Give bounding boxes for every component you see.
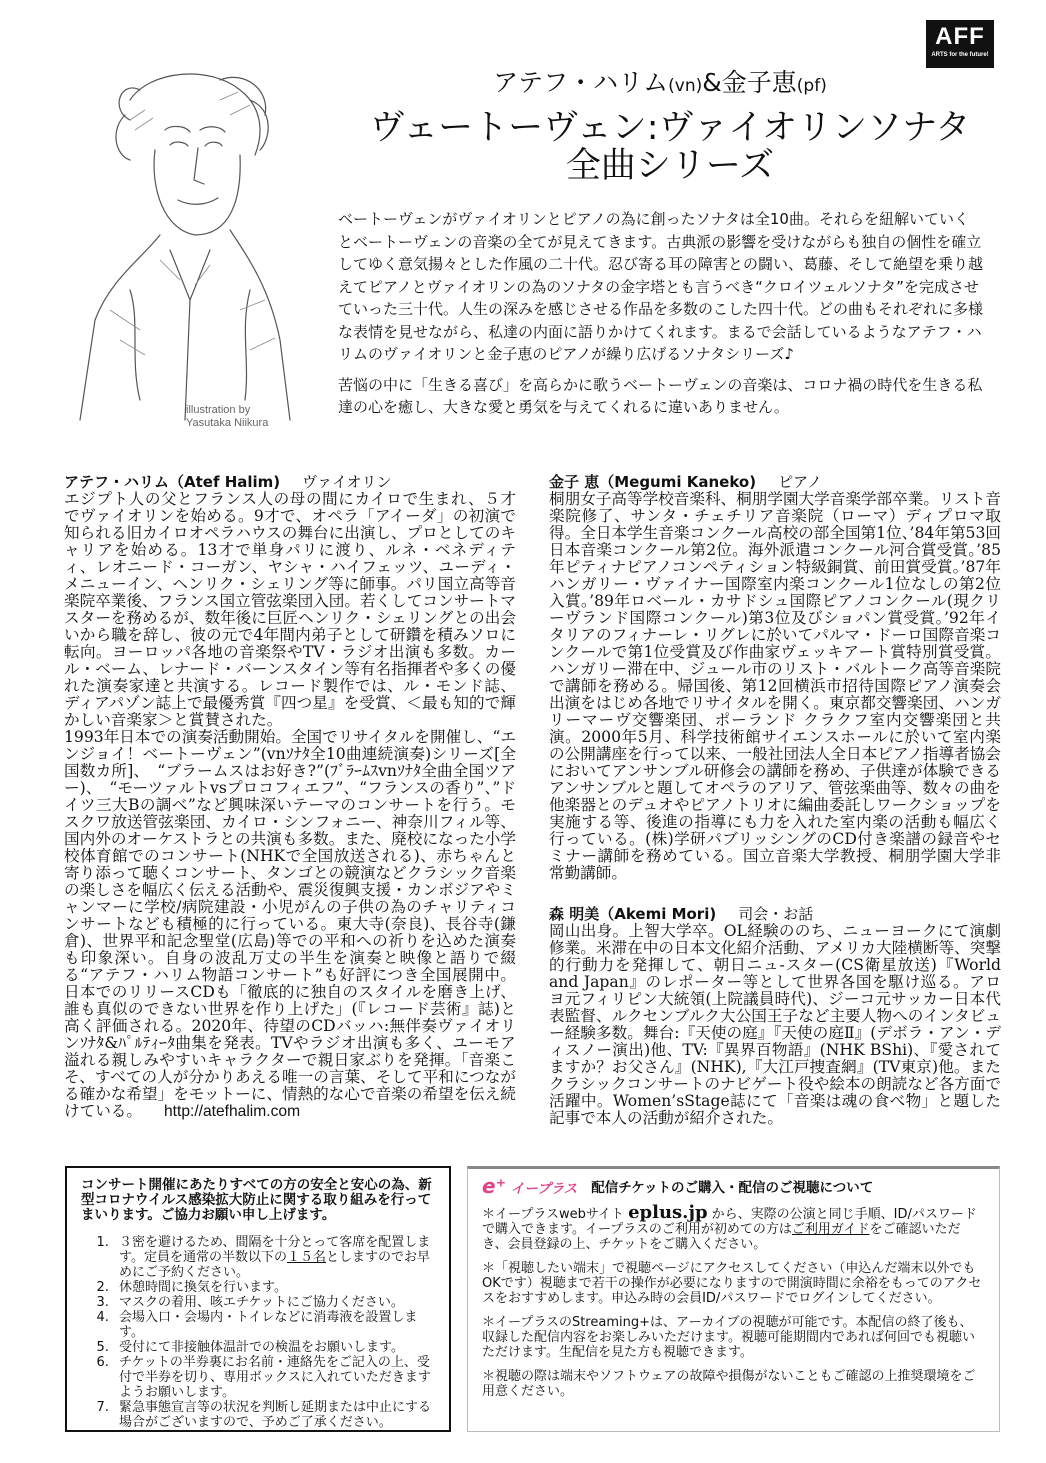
eplus-heading: 配信チケットのご購入・配信のご視聴について <box>591 1179 874 1196</box>
illustration-credit <box>186 404 268 430</box>
notice-item: 3. マスクの着用、咳エチケットにご協力ください。 <box>113 1295 435 1310</box>
bio-name: アテフ・ハリム（Atef Halim) <box>64 473 281 491</box>
notice-item: 7. 緊急事態宣言等の状況を判断し延期または中止にする場合がございますので、予めご了承ください。 <box>113 1400 435 1430</box>
eplus-text: をご確認いただき、会員登録の上、チケットをご購入ください。 <box>482 1222 961 1252</box>
notice-text: ３密を避けるため、間隔を十分とって客席を配置します。定員を通常の半数以下の <box>119 1235 431 1265</box>
credit-name: Yasutaka Niikura <box>186 417 269 429</box>
website-link[interactable]: http://atefhalim.com <box>163 1103 301 1120</box>
beethoven-illustration <box>70 60 300 430</box>
notice-lead: コンサート開催にあたりすべての方の安全と安心の為、新型コロナウイルス感染拡大防止に関する取り組みを行ってまいります。ご協力お願い申し上げます。 <box>81 1177 432 1223</box>
logo-tagline: ARTS for the future! <box>931 52 989 58</box>
bio-atef-halim <box>64 474 516 1120</box>
notice-list <box>81 1235 435 1430</box>
eplus-header <box>482 1174 985 1198</box>
bio-heading <box>64 474 516 491</box>
notice-item: 6. チケットの半券裏にお名前・連絡先をご記入の上、受付で半券を切り、専用ボックスに入れていただきますようお願いします。 <box>113 1355 435 1400</box>
bio-heading <box>549 474 1001 491</box>
performer2-instrument: (pf) <box>796 76 827 96</box>
performer1-instrument: (vn) <box>668 76 703 96</box>
eplus-paragraph: ＊「視聴したい端末」で視聴ページにアクセスしてください（申込んだ端末以外でもOKです）視聴まで若干の操作が必要になりますので開演時間に余裕をもってのアクセスをおすすめします。申込み時の会員ID/パスワードでログインしてください。 <box>482 1261 982 1306</box>
eplus-paragraph <box>482 1202 985 1252</box>
logo-text: AFF <box>935 23 985 50</box>
notice-text: としますのでお早めにご予約ください。 <box>119 1250 430 1280</box>
intro-paragraph: ベートーヴェンがヴァイオリンとピアノの為に創ったソナタは全10曲。それらを紐解いていくとベートーヴェンの音楽の全てが見えてきます。古典派の影響を受けながらも独自の個性を確立してゆく意気揚々とした作風の二十代。忍び寄る耳の障害との闘い、葛藤、そして絶望を乗り越えてピアノとヴァイオリンの為のソナタの金字塔とも言うべき“クロイツェルソナタ”を完成させていった三十代。人生の深みを感じさせる作品を多数のこした四十代。どの曲もそれぞれに多様な表情を見せながら、私達の内面に語りかけてくれます。まるで会話しているようなアテフ・ハリムのヴァイオリンと金子恵のピアノが繰り広げるソナタシリーズ♪ <box>338 210 984 363</box>
performers-title <box>380 66 940 103</box>
bio-akemi-mori <box>549 906 1001 1127</box>
bio-paragraph: エジプト人の父とフランス人の母の間にカイロで生まれ、５才でヴァイオリンを始める。9才で、オペラ「アイーダ」の初演で知られる旧カイロオペラハウスの舞台に出演し、プロとしてのキャリアを始める。13才で単身パリに渡り、ルネ・ベネディティ、レオニード・コーガン、ヤシャ・ハイフェッツ、ユーディ・メニューイン、ヘンリク・シェリング等に師事。パリ国立高等音楽院卒業後、フランス国立管弦楽団入団。若くしてコンサートマスターを務めるが、数年後に巨匠ヘンリク・シェリングとの出会いから職を辞し、彼の元で4年間内弟子として研鑽を積みソロに転向。ヨーロッパ各地の音楽祭やTV・ラジオ出演も多数。カール・ベーム、レナード・バーンスタイン等有名指揮者や多くの優れた演奏家達と共演する。レコード製作では、ル・モンド誌、ディアパゾン誌上で最優秀賞『四つ星』を受賞、＜最も知的で輝かしい音楽家＞と賞賛された。 <box>64 490 516 729</box>
eplus-site-link[interactable]: eplus.jp <box>628 1202 708 1223</box>
bio-name: 金子 恵（Megumi Kaneko) <box>549 473 757 491</box>
ampersand: & <box>702 68 722 97</box>
eplus-text: ＊イープラスwebサイト <box>482 1207 629 1222</box>
notice-item <box>113 1235 435 1280</box>
bio-role: ピアノ <box>778 473 822 491</box>
eplus-info-box <box>467 1166 1000 1432</box>
eplus-logo <box>482 1174 578 1198</box>
performer1: アテフ・ハリム <box>493 68 669 97</box>
bio-role: ヴァイオリン <box>302 473 392 491</box>
notice-item: 5. 受付にて非接触体温計での検温をお願いします。 <box>113 1340 435 1355</box>
eplus-brand-name: イープラス <box>510 1181 578 1197</box>
eplus-text: から、実際の公演と同じ手順、ID/パスワードで購入できます。イープラスのご利用が初めての方は <box>482 1207 977 1237</box>
aff-logo <box>926 20 994 68</box>
covid-notice-box <box>65 1166 451 1432</box>
page-subtitle: 全曲シリーズ <box>565 146 775 186</box>
intro-paragraph: 苦悩の中に「生きる喜び」を高らかに歌うベートーヴェンの音楽は、コロナ禍の時代を生きる私達の心を癒し、大きな愛と勇気を与えてくれるに違いありません。 <box>338 375 983 416</box>
bio-paragraph: 桐朋女子高等学校音楽科、桐朋学園大学音楽学部卒業。リスト音楽院修了、サンタ・チェチリア音楽院（ローマ）ディプロマ取得。全日本学生音楽コンクール高校の部全国第1位、’84年第53回日本音楽コンクール第2位。海外派遣コンクール河合賞受賞。’85年ピティナピアノコンペティション特級銅賞、前田賞受賞。’87年ハンガリー・ヴァイナー国際室内楽コンクール1位なしの第2位入賞。’89年ロベール・カサドシュ国際ピアノコンクール(現クリーヴランド国際コンクール)第3位及びショパン賞受賞。’92年イタリアのフィナーレ・リグレに於いてパルマ・ドーロ国際音楽コンクールで第1位受賞及び作曲家ヴェッキアート賞特別賞受賞。ハンガリー滞在中、ジュール市のリスト・バルトーク高等音楽院で講師を務める。帰国後、第12回横浜市招待国際ピアノ演奏会出演をはじめ各地でリサイタルを開く。東京都交響楽団、ハンガリーマーヴ交響楽団、ポーランド クラクフ室内交響楽団と共演。2000年5月、科学技術館サイエンスホールに於いて室内楽の公開講座を行って以来、一般社団法人全日本ピアノ指導者協会においてアンサンブル研修会の講師を務め、子供達が体験できるアンサンブルと題してオペラのアリア、管弦楽曲等、数々の曲を他楽器とのデュオやピアノトリオに編曲委託しワークショップを実施する等、後進の指導にも力を入れた室内楽の活動も幅広く行っている。(株)学研パブリッシングのCD付き楽譜の録音やセミナー講師を務めている。国立音楽大学教授、桐朋学園大学非常勤講師。 <box>549 490 1001 882</box>
bio-paragraph: 岡山出身。上智大学卒。OL経験ののち、ニューヨークにて演劇修業。米滞在中の日本文化紹介活動、アメリカ大陸横断等、突撃的行動力を発揮して、朝日ニュ-スター(CS衛星放送)『World and Japan』のレポーター等として世界各国を駆け巡る。アロヨ元フィリピン大統領(上院議員時代)、ジーコ元サッカー日本代表監督、ルクセンブルク大公国王子など主要人物へのインタビュー経験多数。舞台:『天使の庭』『天使の庭Ⅱ』(デボラ・アン・ディスノー演出)他、TV:『異界百物語』(NHK BShi)、『愛されてますか？お父さん』(NHK),『大江戸捜査網』(TV東京)他。またクラシックコンサートのナビゲート役や絵本の朗読など各方面で活躍中。Women’sStage誌にて「音楽は魂の食べ物」と題した記事で本人の活動が紹介された。 <box>549 922 1001 1127</box>
credit-line: illustration by <box>186 404 251 416</box>
bio-megumi-kaneko <box>549 474 1001 882</box>
page-title: ヴェートーヴェン:ヴァイオリンソナタ <box>369 108 971 148</box>
eplus-logo-icon: e⁺ <box>482 1174 507 1198</box>
bio-paragraph: 1993年日本での演奏活動開始。全国でリサイタルを開催し、“エンジョイ！ベートーヴェン”(vnｿﾅﾀ全10曲連続演奏)シリーズ[全国数カ所]、 “ブラームスはお好き?”(ﾌﾞﾗｰﾑｽvnｿﾅﾀ全曲全国ツアー)、 “モーツァルトvsプロコフィエフ”、“フランスの香り”、”ドイツ三大Bの調べ”など興味深いテーマのコンサートを行う。モスクワ放送管弦楽団、カイロ・シンフォニー、神奈川フィル等、国内外のオーケストラとの共演も多数。また、廃校になった小学校体育館でのコンサート(NHKで全国放送される)、赤ちゃんと寄り添って聴くコンサート、タンゴとの競演などクラシック音楽の楽しさを幅広く伝える活動や、震災復興支援・カンボジアやミャンマーに学校/病院建設・小児がんの子供の為のチャリティコンサートなども積極的に行っている。東大寺(奈良)、長谷寺(鎌倉)、世界平和記念聖堂(広島)等での平和への祈りを込めた演奏も印象深い。自身の波乱万丈の半生を演奏と映像と語りで綴る“アテフ・ハリム物語コンサート”も好評につき全国展開中。日本でのリリースCDも「徹底的に独自のスタイルを磨き上げ、誰も真似のできない世界を作り上げた」(『レコード芸術』誌)と高く評価される。2020年、待望のCDバッハ:無伴奏ヴァイオリンｿﾅﾀ&ﾊﾟﾙﾃｨｰﾀ曲集を発表。TVやラジオ出演も多く、ユーモア溢れる親しみやすいキャラクターで親日家ぶりを発揮。「音楽こそ、すべての人が分かりあえる唯一の言葉、そして平和につながる確かな希望」をモットーに、情熱的な心で音楽の希望を伝え続けている。 <box>64 728 516 1120</box>
eplus-paragraph: ＊視聴の際は端末やソフトウェアの故障や損傷がないこともご確認の上推奨環境をご用意ください。 <box>482 1369 976 1399</box>
intro-text <box>338 208 983 427</box>
bio-name: 森 明美（Akemi Mori) <box>549 905 717 923</box>
capacity: １５名 <box>286 1250 326 1265</box>
performer2: 金子恵 <box>721 68 797 97</box>
bio-role: 司会・お話 <box>738 905 814 923</box>
bio-heading <box>549 906 1001 923</box>
usage-guide-link[interactable]: ご利用ガイド <box>791 1222 870 1237</box>
notice-item: 4. 会場入口・会場内・トイレなどに消毒液を設置します。 <box>113 1310 435 1340</box>
eplus-paragraph: ＊イープラスのStreaming+は、アーカイブの視聴が可能です。本配信の終了後も、収録した配信内容をお楽しみいただけます。視聴可能期間内であれば何回でも視聴いただけます。生配信を見た方も視聴できます。 <box>482 1315 975 1360</box>
notice-item: 2. 休憩時間に換気を行います。 <box>113 1280 435 1295</box>
